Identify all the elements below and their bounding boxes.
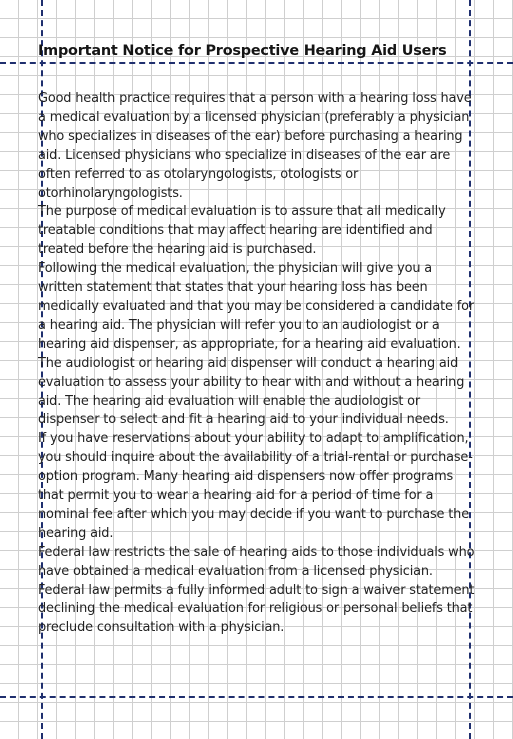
- document-title: Important Notice for Prospective Hearing Aid Users: [38, 43, 447, 59]
- paragraph-federal-law: Federal law restricts the sale of hearing aids to those individuals who have obtained a medical evaluation from a licensed physician. Federal law permits a fully informed adult to sign a waiver statement declining the medical evaluation for religious or personal beliefs that preclude consultation with a physician.: [38, 544, 475, 636]
- paragraph-hearing-aid-evaluation: The audiologist or hearing aid dispenser will conduct a hearing aid evaluation to assess your ability to hear with and without a hearing aid. The hearing aid evaluation will enable the audiologist or dispenser to select and fit a hearing aid to your individual needs.: [38, 355, 465, 428]
- paragraph-purpose: The purpose of medical evaluation is to assure that all medically treatable conditions that may affect hearing are identified and treated before the hearing aid is purchased.: [38, 204, 446, 258]
- text-frame[interactable]: [38, 40, 478, 638]
- paragraph-trial-rental: If you have reservations about your ability to adapt to amplification, you should inquire about the availability of a trial-rental or purchase-option program. Many hearing aid dispensers now offer programs that permit you to wear a hearing aid for a period of time for a nominal fee after which you may decide if you want to purchase the hearing aid.: [38, 431, 473, 541]
- paragraph-written-statement: Following the medical evaluation, the physician will give you a written statement that states that your hearing loss has been medically evaluated and that you may be considered a candidate for a hearing aid. The physician will refer you to an audiologist or a hearing aid dispenser, as appropriate, for a hearing aid evaluation.: [38, 261, 474, 352]
- paragraph-medical-evaluation: Good health practice requires that a person with a hearing loss have a medical evaluation by a licensed physician (preferably a physician who specializes in diseases of the ear) before purchasing a hearing aid. Licensed physicians who specialize in diseases of the ear are often referred to as otolaryngologists, otologists or otorhinolaryngologists.: [38, 91, 472, 201]
- margin-guide-bottom: [0, 696, 513, 698]
